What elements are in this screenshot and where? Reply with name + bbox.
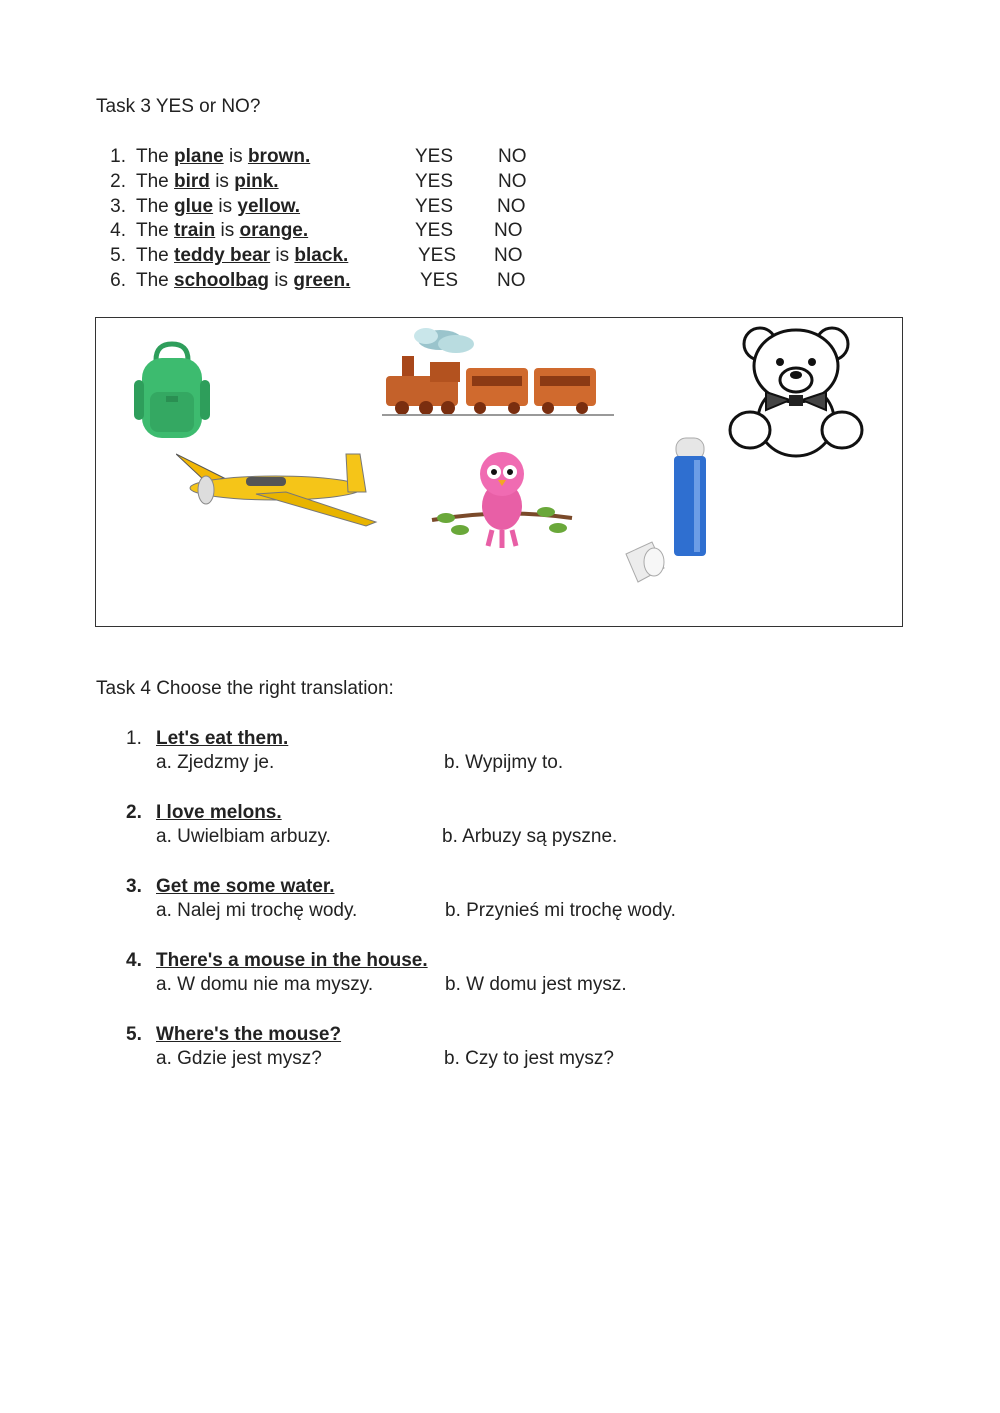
yes-option[interactable]: YES bbox=[415, 171, 454, 192]
item-article: The bbox=[136, 196, 169, 217]
train-icon bbox=[382, 322, 618, 418]
translation-question bbox=[126, 950, 428, 972]
item-verb: is bbox=[274, 270, 289, 291]
no-option[interactable]: NO bbox=[494, 220, 523, 241]
item-color: green. bbox=[293, 270, 351, 291]
teddy-bear-icon bbox=[726, 322, 868, 462]
question-text: Let's eat them. bbox=[156, 728, 289, 749]
translation-question bbox=[126, 728, 288, 750]
item-verb: is bbox=[215, 171, 229, 192]
item-color: black. bbox=[294, 245, 349, 266]
option-b[interactable]: b. Wypijmy to. bbox=[444, 752, 564, 773]
yes-option[interactable]: YES bbox=[415, 146, 454, 167]
question-text: I love melons. bbox=[156, 802, 282, 823]
option-a[interactable]: a. Nalej mi trochę wody. bbox=[156, 900, 358, 921]
item-color: orange. bbox=[239, 220, 309, 241]
yes-option[interactable]: YES bbox=[420, 270, 459, 291]
no-option[interactable]: NO bbox=[498, 146, 527, 167]
task3-item bbox=[96, 196, 300, 218]
question-number: 5. bbox=[126, 1024, 142, 1045]
item-number: 2. bbox=[110, 171, 126, 192]
item-noun: schoolbag bbox=[174, 270, 270, 291]
task3-item bbox=[96, 171, 279, 193]
option-a[interactable]: a. Zjedzmy je. bbox=[156, 752, 275, 773]
glue-stick-icon bbox=[618, 432, 718, 592]
task3-item bbox=[96, 220, 308, 242]
yes-option[interactable]: YES bbox=[415, 220, 454, 241]
no-option[interactable]: NO bbox=[498, 171, 527, 192]
item-article: The bbox=[136, 146, 169, 167]
plane-icon bbox=[176, 448, 384, 530]
no-option[interactable]: NO bbox=[494, 245, 523, 266]
option-a[interactable]: a. W domu nie ma myszy. bbox=[156, 974, 374, 995]
question-number: 4. bbox=[126, 950, 142, 971]
task3-item bbox=[96, 270, 350, 292]
task3-item bbox=[96, 146, 310, 168]
picture-box bbox=[95, 317, 903, 627]
option-a[interactable]: a. Gdzie jest mysz? bbox=[156, 1048, 322, 1069]
item-noun: bird bbox=[174, 171, 210, 192]
translation-question bbox=[126, 1024, 341, 1046]
item-article: The bbox=[136, 270, 169, 291]
item-number: 6. bbox=[110, 270, 126, 291]
translation-question bbox=[126, 876, 334, 898]
task3-item bbox=[96, 245, 348, 267]
item-number: 3. bbox=[110, 196, 126, 217]
item-noun: glue bbox=[174, 196, 214, 217]
item-noun: teddy bear bbox=[174, 245, 271, 266]
no-option[interactable]: NO bbox=[497, 196, 526, 217]
bird-icon bbox=[430, 448, 574, 558]
item-verb: is bbox=[228, 146, 243, 167]
item-article: The bbox=[136, 220, 169, 241]
question-text: There's a mouse in the house. bbox=[156, 950, 428, 971]
item-number: 1. bbox=[110, 146, 126, 167]
question-text: Get me some water. bbox=[156, 876, 335, 897]
item-verb: is bbox=[220, 220, 235, 241]
option-b[interactable]: b. Przynieś mi trochę wody. bbox=[445, 900, 676, 921]
item-article: The bbox=[136, 245, 169, 266]
option-a[interactable]: a. Uwielbiam arbuzy. bbox=[156, 826, 331, 847]
item-noun: train bbox=[174, 220, 216, 241]
option-b[interactable]: b. Arbuzy są pyszne. bbox=[442, 826, 618, 847]
option-b[interactable]: b. W domu jest mysz. bbox=[445, 974, 627, 995]
item-article: The bbox=[136, 171, 169, 192]
question-text: Where's the mouse? bbox=[156, 1024, 342, 1045]
item-color: brown. bbox=[247, 146, 311, 167]
translation-question bbox=[126, 802, 282, 824]
option-b[interactable]: b. Czy to jest mysz? bbox=[444, 1048, 614, 1069]
item-noun: plane bbox=[174, 146, 224, 167]
yes-option[interactable]: YES bbox=[415, 196, 454, 217]
schoolbag-icon bbox=[134, 340, 210, 440]
item-number: 5. bbox=[110, 245, 126, 266]
item-color: pink. bbox=[234, 171, 279, 192]
item-number: 4. bbox=[110, 220, 126, 241]
no-option[interactable]: NO bbox=[497, 270, 526, 291]
question-number: 3. bbox=[126, 876, 142, 897]
item-verb: is bbox=[275, 245, 290, 266]
question-number: 1. bbox=[126, 728, 142, 749]
task3-title: Task 3 YES or NO? bbox=[96, 96, 261, 117]
yes-option[interactable]: YES bbox=[418, 245, 457, 266]
question-number: 2. bbox=[126, 802, 142, 823]
item-verb: is bbox=[218, 196, 233, 217]
item-color: yellow. bbox=[237, 196, 301, 217]
task4-title: Task 4 Choose the right translation: bbox=[96, 678, 394, 699]
